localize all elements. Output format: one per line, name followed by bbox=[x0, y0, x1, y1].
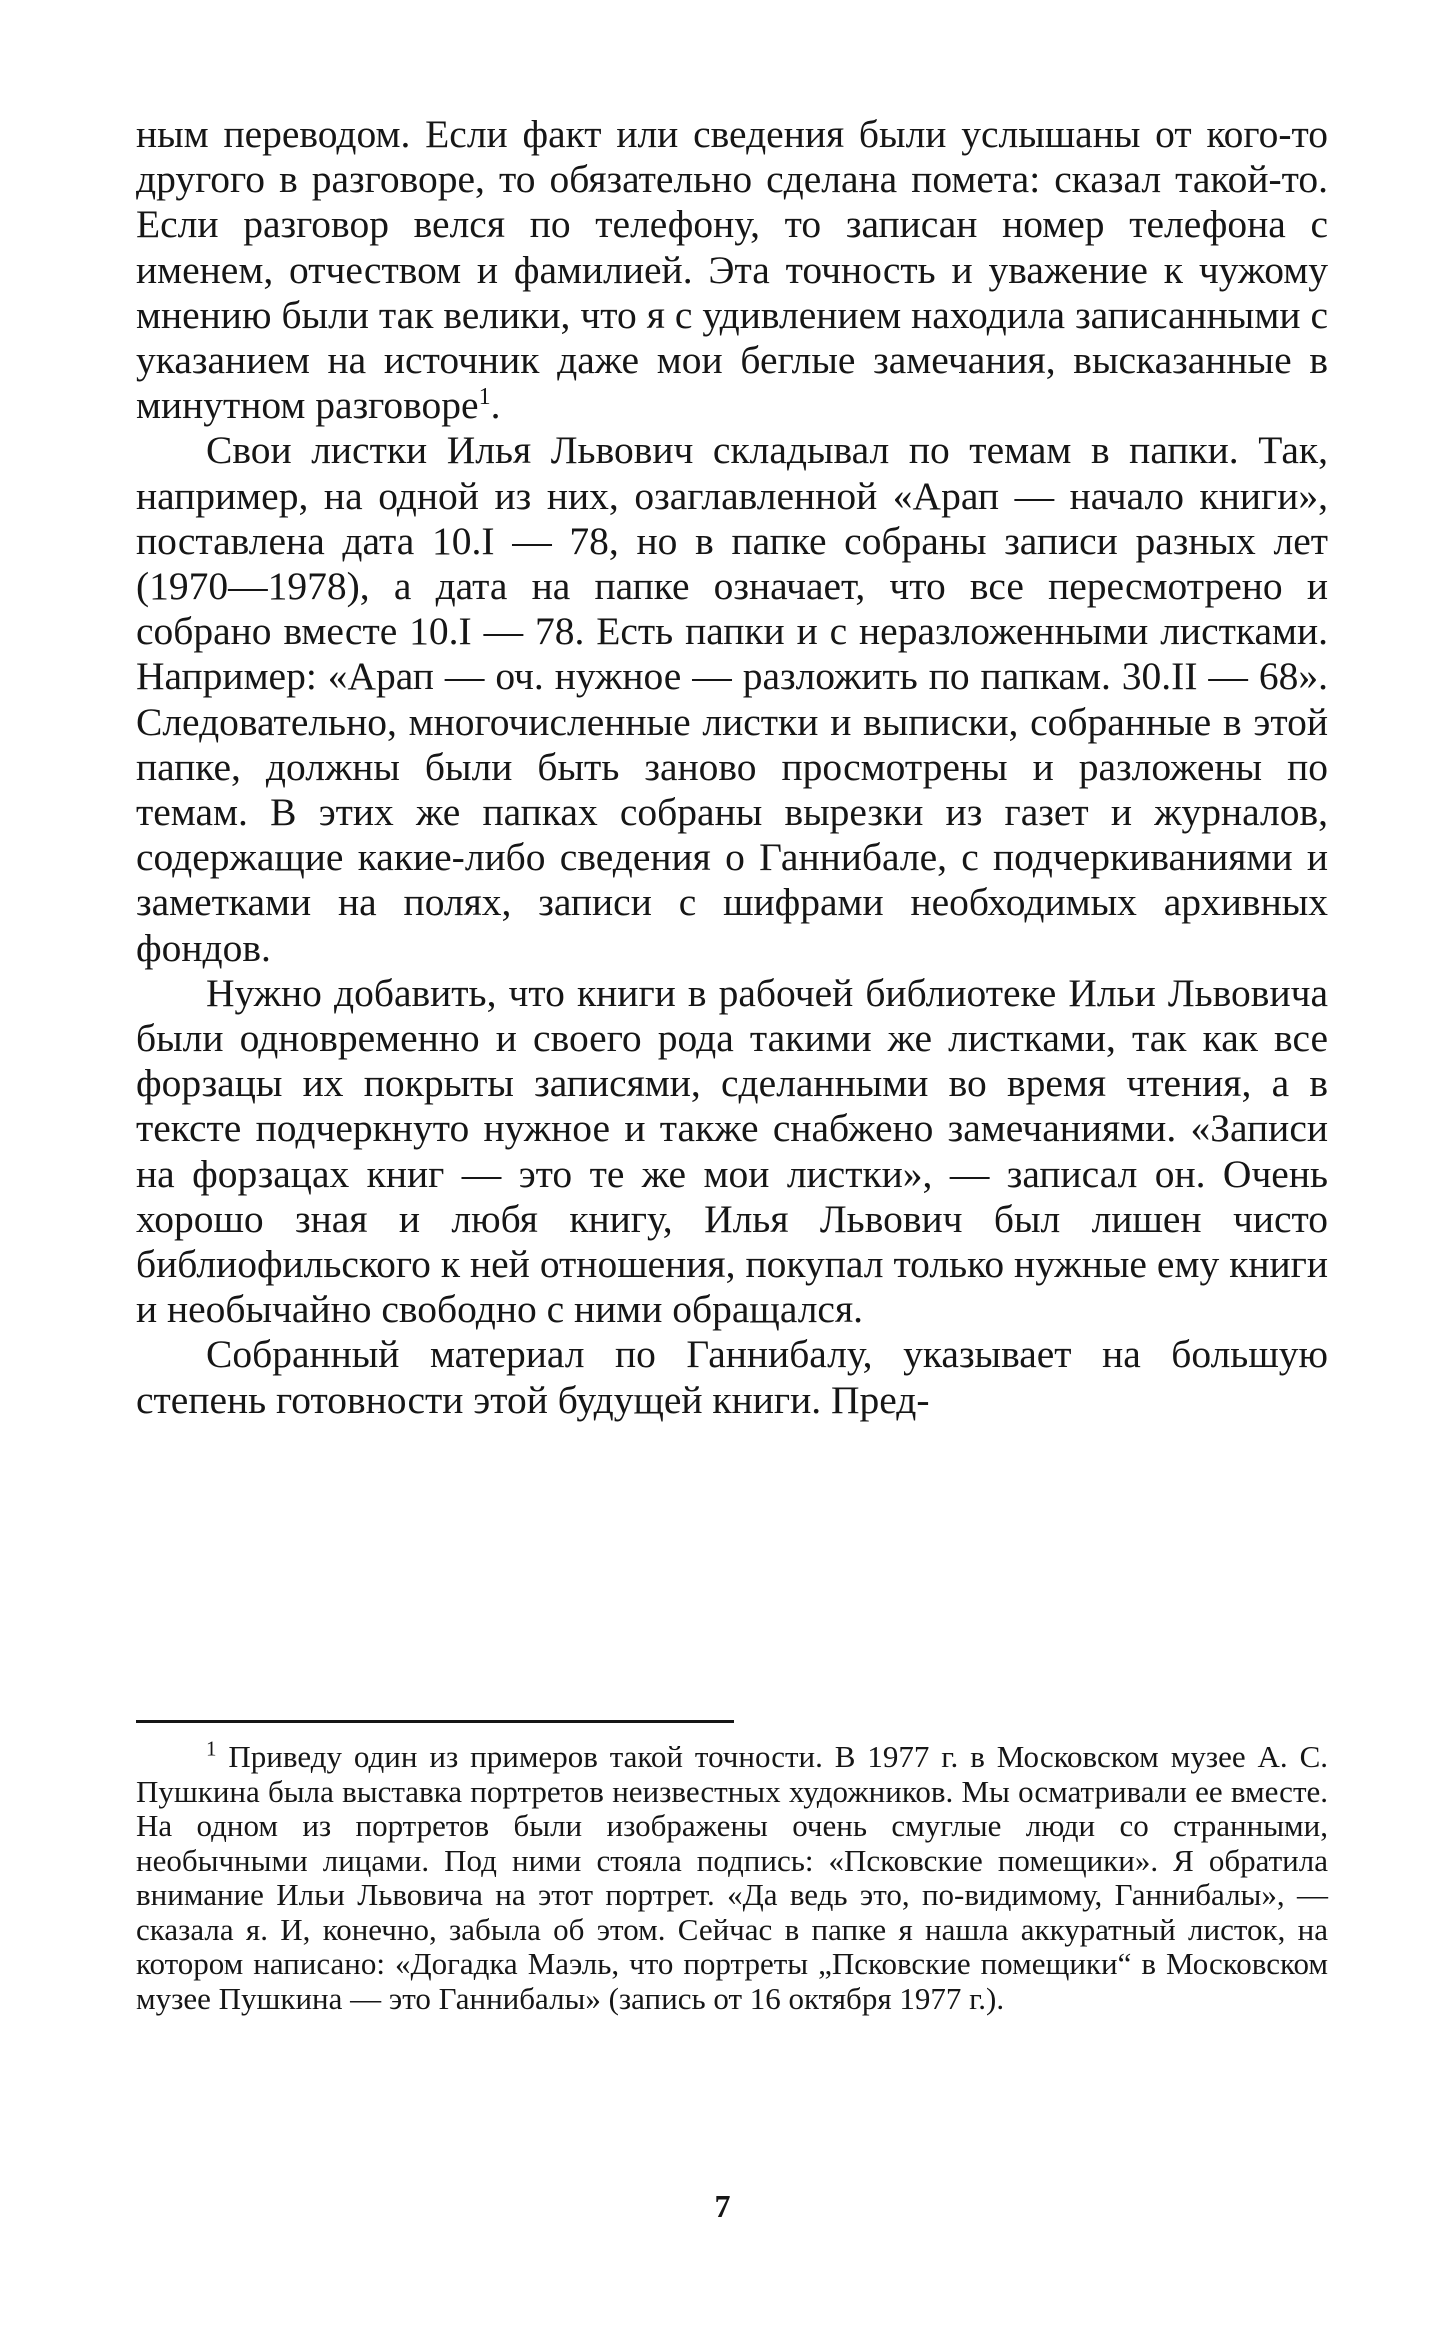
paragraph-1-text: ным переводом. Если факт или сведения были услышаны от кого-то другого в разговоре, то обязательно сделана помета: сказал такой-то. Если разговор велся по телефону, то записан номер телефона с именем, отчеством и фамилией. Эта точность и уважение к чужому мнению были так велики, что я с удивлением находила записанными с указанием на источник даже мои беглые замечания, высказанные в минутном разговоре bbox=[136, 112, 1328, 428]
footnote-divider bbox=[136, 1720, 734, 1723]
footnote-reference: 1 bbox=[478, 384, 491, 411]
footnote bbox=[136, 1736, 1328, 2016]
paragraph-1 bbox=[136, 112, 1328, 428]
paragraph-4: Собранный материал по Ганнибалу, указывает на большую степень готовности этой будущей книги. Пред- bbox=[136, 1332, 1328, 1422]
footnote-number: 1 bbox=[206, 1736, 217, 1761]
page-body bbox=[136, 112, 1328, 1423]
paragraph-1-end: . bbox=[490, 383, 501, 428]
paragraph-2: Свои листки Илья Львович складывал по темам в папки. Так, например, на одной из них, озаглавленной «Арап — начало книги», поставлена дата 10.I — 78, но в папке собраны записи разных лет (1970—1978), а дата на папке означает, что все пересмотрено и собрано вместе 10.I — 78. Есть папки и с неразложенными листками. Например: «Арап — оч. нужное — разложить по папкам. 30.II — 68». Следовательно, многочисленные листки и выписки, собранные в этой папке, должны были быть заново просмотрены и разложены по темам. В этих же папках собраны вырезки из газет и журналов, содержащие какие-либо сведения о Ганнибале, с подчеркиваниями и заметками на полях, записи с шифрами необходимых архивных фондов. bbox=[136, 428, 1328, 970]
footnote-text: Приведу один из примеров такой точности. В 1977 г. в Московском музее А. С. Пушкина была выставка портретов неизвестных художников. Мы осматривали ее вместе. На одном из портретов были изображены очень смуглые люди со странными, необычными лицами. Под ними стояла подпись: «Псковские помещики». Я обратила внимание Ильи Львовича на этот портрет. «Да ведь это, по-видимому, Ганнибалы», — сказала я. И, конечно, забыла об этом. Сейчас в папке я нашла аккуратный листок, на котором написано: «Догадка Маэль, что портреты „Псковские помещики“ в Московском музее Пушкина — это Ганнибалы» (запись от 16 октября 1977 г.). bbox=[136, 1739, 1328, 2016]
paragraph-3: Нужно добавить, что книги в рабочей библиотеке Ильи Львовича были одновременно и своего рода такими же листками, так как все форзацы их покрыты записями, сделанными во время чтения, а в тексте подчеркнуто нужное и также снабжено замечаниями. «Записи на форзацах книг — это те же мои листки», — записал он. Очень хорошо зная и любя книгу, Илья Львович был лишен чисто библиофильского к ней отношения, покупал только нужные ему книги и необычайно свободно с ними обращался. bbox=[136, 970, 1328, 1332]
page-number: 7 bbox=[714, 2188, 731, 2224]
